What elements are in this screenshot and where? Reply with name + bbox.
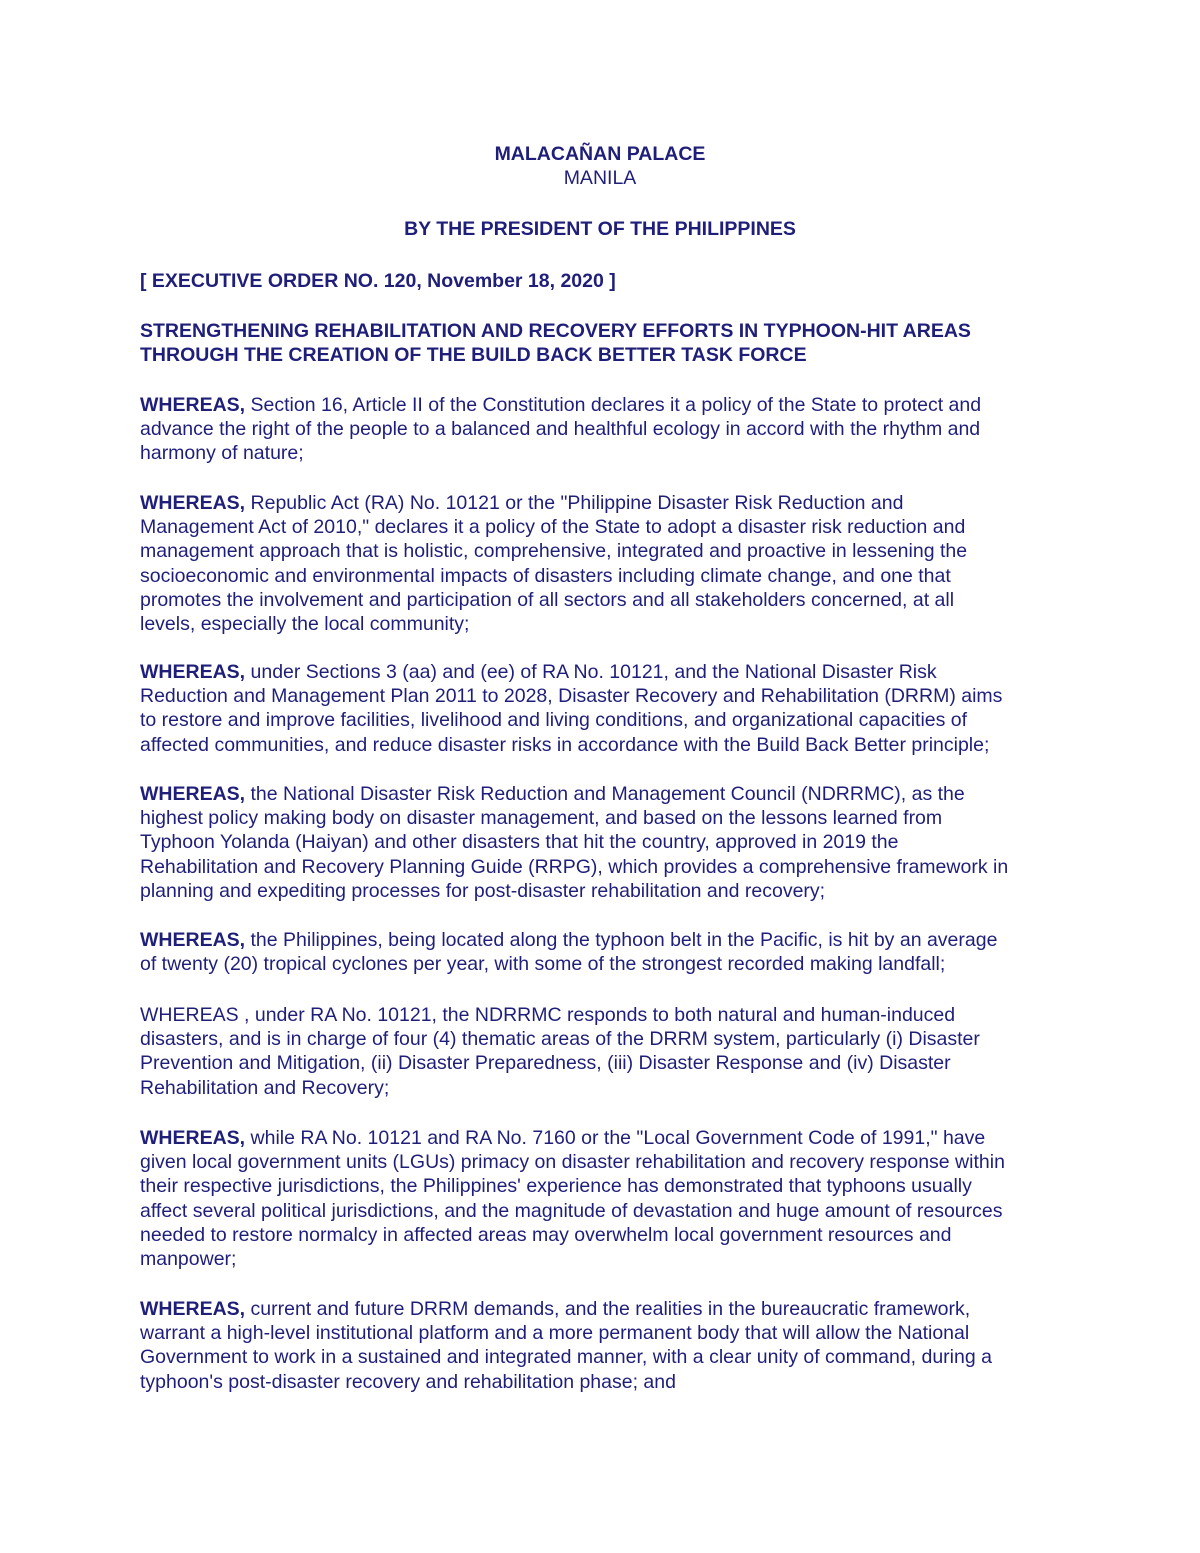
paragraph-line bbox=[140, 928, 1065, 952]
paragraph-line: of twenty (20) tropical cyclones per year, with some of the strongest recorded making landfall; bbox=[140, 953, 946, 976]
paragraph-line: harmony of nature; bbox=[140, 442, 304, 465]
whereas-paragraph bbox=[140, 928, 1065, 976]
whereas-keyword: WHEREAS, bbox=[140, 783, 246, 805]
city-name: MANILA bbox=[563, 167, 637, 189]
paragraph-text: Section 16, Article II of the Constitution declares it a policy of the State to protect and bbox=[245, 394, 982, 416]
whereas-paragraph bbox=[140, 1126, 1065, 1271]
whereas-keyword: WHEREAS, bbox=[140, 394, 246, 416]
whereas-keyword: WHEREAS, bbox=[140, 929, 246, 951]
paragraph-line: to restore and improve facilities, livelihood and living conditions, and organizational capacities of bbox=[140, 709, 968, 732]
paragraph-line: Management Act of 2010," declares it a policy of the State to adopt a disaster risk reduction and bbox=[140, 516, 966, 539]
whereas-paragraph bbox=[140, 491, 1065, 636]
paragraph-line: WHEREAS , under RA No. 10121, the NDRRMC responds to both natural and human-induced bbox=[140, 1004, 956, 1026]
paragraph-text: current and future DRRM demands, and the realities in the bureaucratic framework, bbox=[245, 1298, 971, 1320]
whereas-paragraph bbox=[140, 660, 1065, 757]
paragraph-line: Reduction and Management Plan 2011 to 2028, Disaster Recovery and Rehabilitation (DRRM) aims bbox=[140, 685, 1003, 708]
palace-title: MALACAÑAN PALACE bbox=[494, 143, 706, 165]
paragraph-line: management approach that is holistic, comprehensive, integrated and proactive in lessening the bbox=[140, 540, 968, 563]
paragraph-line bbox=[140, 1297, 1065, 1321]
paragraph-text: under Sections 3 (aa) and (ee) of RA No. 10121, and the National Disaster Risk bbox=[245, 661, 937, 683]
paragraph-line: Government to work in a sustained and integrated manner, with a clear unity of command, during a bbox=[140, 1346, 992, 1369]
paragraph-text: the National Disaster Risk Reduction and Management Council (NDRRMC), as the bbox=[245, 783, 965, 805]
paragraph-line: promotes the involvement and participation of all sectors and all stakeholders concerned, at all bbox=[140, 588, 955, 611]
paragraph-line: their respective jurisdictions, the Philippines' experience has demonstrated that typhoons usually bbox=[140, 1175, 972, 1198]
whereas-paragraph bbox=[140, 782, 1065, 903]
paragraph-line: socioeconomic and environmental impacts of disasters including climate change, and one that bbox=[140, 564, 951, 587]
paragraph-line: manpower; bbox=[140, 1248, 237, 1271]
paragraph-text: while RA No. 10121 and RA No. 7160 or the "Local Government Code of 1991," have bbox=[245, 1127, 986, 1149]
whereas-paragraph bbox=[140, 393, 1065, 466]
paragraph-line: affect several political jurisdictions, and the magnitude of devastation and huge amount of resources bbox=[140, 1199, 1003, 1222]
paragraph-line: levels, especially the local community; bbox=[140, 613, 470, 636]
whereas-keyword: WHEREAS, bbox=[140, 1127, 246, 1149]
paragraph-line bbox=[140, 393, 1065, 417]
whereas-keyword: WHEREAS, bbox=[140, 661, 246, 683]
paragraph-line bbox=[140, 782, 1065, 806]
whereas-keyword: WHEREAS, bbox=[140, 492, 246, 514]
paragraph-text: Republic Act (RA) No. 10121 or the "Philippine Disaster Risk Reduction and bbox=[245, 492, 904, 514]
paragraph-line: Prevention and Mitigation, (ii) Disaster Preparedness, (iii) Disaster Response and (iv) Disaster bbox=[140, 1052, 951, 1075]
paragraph-line: typhoon's post-disaster recovery and rehabilitation phase; and bbox=[140, 1370, 676, 1393]
paragraph-line bbox=[140, 660, 1065, 684]
subject-line: STRENGTHENING REHABILITATION AND RECOVERY EFFORTS IN TYPHOON-HIT AREAS bbox=[140, 320, 971, 342]
subject-line: THROUGH THE CREATION OF THE BUILD BACK BETTER TASK FORCE bbox=[140, 344, 807, 367]
paragraph-line: needed to restore normalcy in affected areas may overwhelm local government resources and bbox=[140, 1223, 952, 1246]
paragraph-line bbox=[140, 491, 1065, 515]
order-subject bbox=[140, 319, 1065, 367]
order-number: [ EXECUTIVE ORDER NO. 120, November 18, 2020 ] bbox=[140, 270, 616, 292]
paragraph-line: affected communities, and reduce disaster risks in accordance with the Build Back Better principle; bbox=[140, 733, 990, 756]
paragraph-line: warrant a high-level institutional platform and a more permanent body that will allow the National bbox=[140, 1322, 970, 1345]
whereas-keyword: WHEREAS, bbox=[140, 1298, 246, 1320]
paragraph-line: Rehabilitation and Recovery; bbox=[140, 1076, 390, 1099]
paragraph-line: disasters, and is in charge of four (4) thematic areas of the DRRM system, particularly (i) Disaster bbox=[140, 1028, 980, 1051]
issuer-line: BY THE PRESIDENT OF THE PHILIPPINES bbox=[404, 218, 796, 240]
paragraph-line: given local government units (LGUs) primacy on disaster rehabilitation and recovery response within bbox=[140, 1151, 1005, 1174]
paragraph-text: the Philippines, being located along the typhoon belt in the Pacific, is hit by an average bbox=[245, 929, 998, 951]
paragraph-line: highest policy making body on disaster management, and based on the lessons learned from bbox=[140, 807, 943, 830]
paragraph-line: advance the right of the people to a balanced and healthful ecology in accord with the rhythm and bbox=[140, 418, 981, 441]
whereas-paragraph bbox=[140, 1297, 1065, 1394]
paragraph-line: planning and expediting processes for post-disaster rehabilitation and recovery; bbox=[140, 879, 826, 902]
whereas-paragraph bbox=[140, 1003, 1065, 1100]
paragraph-line bbox=[140, 1126, 1065, 1150]
paragraph-line: Rehabilitation and Recovery Planning Guide (RRPG), which provides a comprehensive framework in bbox=[140, 855, 1009, 878]
paragraph-line: Typhoon Yolanda (Haiyan) and other disasters that hit the country, approved in 2019 the bbox=[140, 831, 899, 854]
